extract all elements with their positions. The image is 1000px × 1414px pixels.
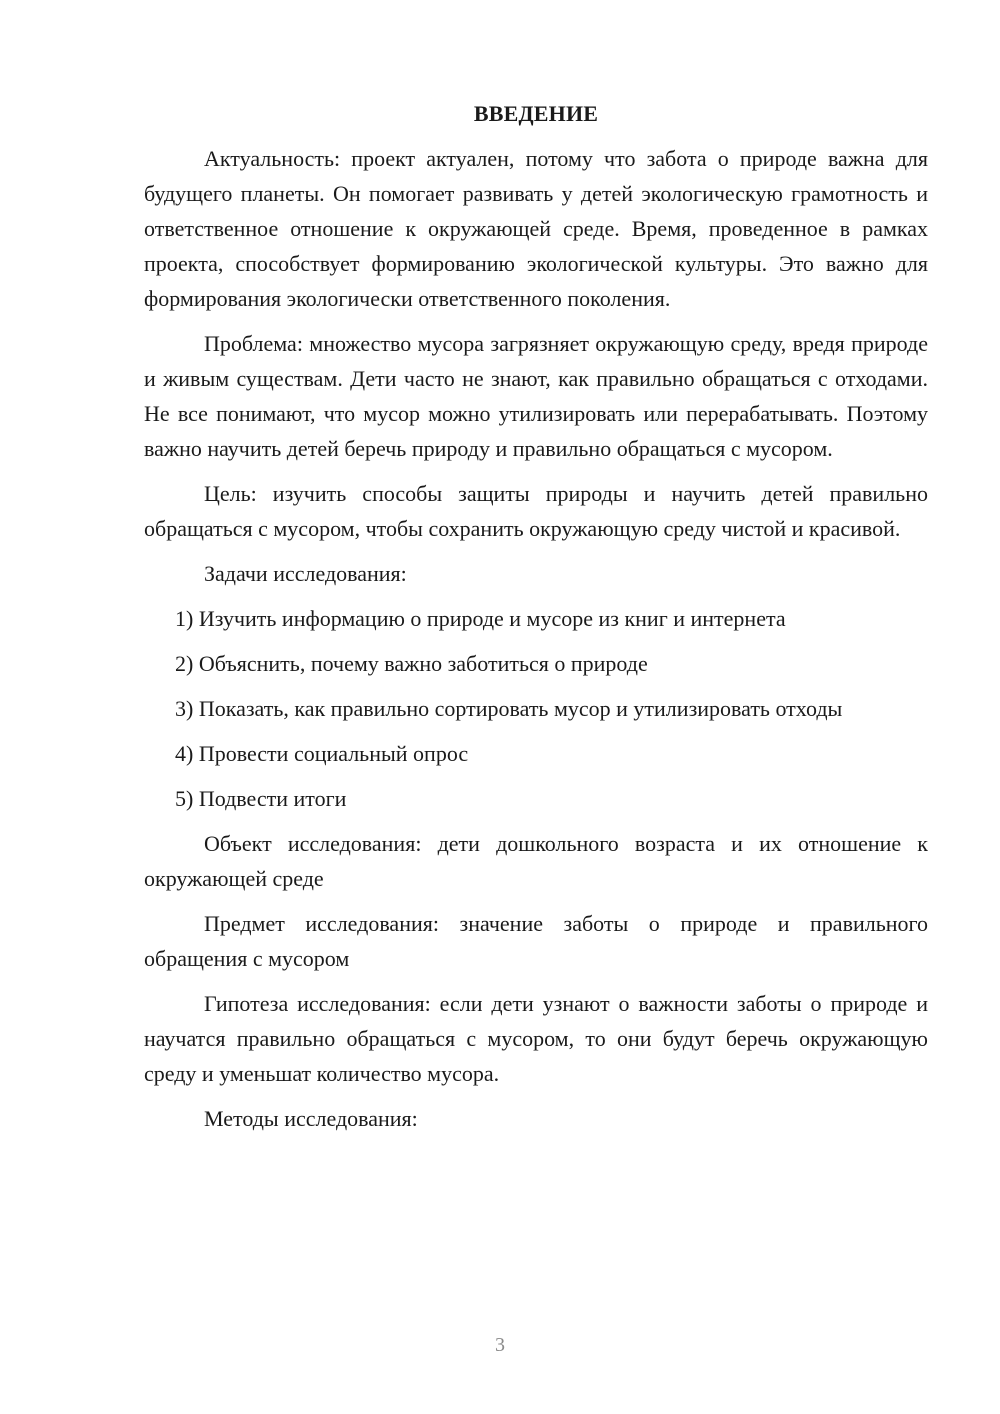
task-item-4: 4) Провести социальный опрос bbox=[175, 741, 469, 766]
section-heading: ВВЕДЕНИЕ bbox=[473, 101, 599, 126]
task-item-1: 1) Изучить информацию о природе и мусоре из книг и интернета bbox=[175, 606, 786, 631]
subject-paragraph: Предмет исследования: значение заботы о природе и правильного обращения с мусором bbox=[144, 911, 928, 971]
object-paragraph: Объект исследования: дети дошкольного возраста и их отношение к окружающей среде bbox=[144, 831, 928, 891]
task-item-5: 5) Подвести итоги bbox=[175, 786, 347, 811]
hypothesis-paragraph: Гипотеза исследования: если дети узнают о важности заботы о природе и научатся правильно обращаться с мусором, то они будут беречь окружающую среду и уменьшат количество мусора. bbox=[144, 991, 928, 1086]
page-number: 3 bbox=[495, 1334, 505, 1356]
methods-title: Методы исследования: bbox=[204, 1106, 418, 1131]
actuality-paragraph: Актуальность: проект актуален, потому что забота о природе важна для будущего планеты. Он помогает развивать у детей экологическую грамотность и ответственное отношение к окружающей среде. Время, проведенное в рамках проекта, способствует формированию экологической культуры. Это важно для формирования экологически ответственного поколения. bbox=[144, 146, 928, 311]
task-item-3: 3) Показать, как правильно сортировать мусор и утилизировать отходы bbox=[175, 696, 843, 721]
problem-paragraph: Проблема: множество мусора загрязняет окружающую среду, вредя природе и живым существам. Дети часто не знают, как правильно обращаться с отходами. Не все понимают, что мусор можно утилизировать или перерабатывать. Поэтому важно научить детей беречь природу и правильно обращаться с мусором. bbox=[144, 331, 928, 461]
task-item-2: 2) Объяснить, почему важно заботиться о природе bbox=[175, 651, 648, 676]
tasks-title: Задачи исследования: bbox=[204, 561, 407, 586]
goal-paragraph: Цель: изучить способы защиты природы и научить детей правильно обращаться с мусором, чтобы сохранить окружающую среду чистой и красивой. bbox=[144, 481, 928, 541]
page-content bbox=[144, 96, 928, 1146]
